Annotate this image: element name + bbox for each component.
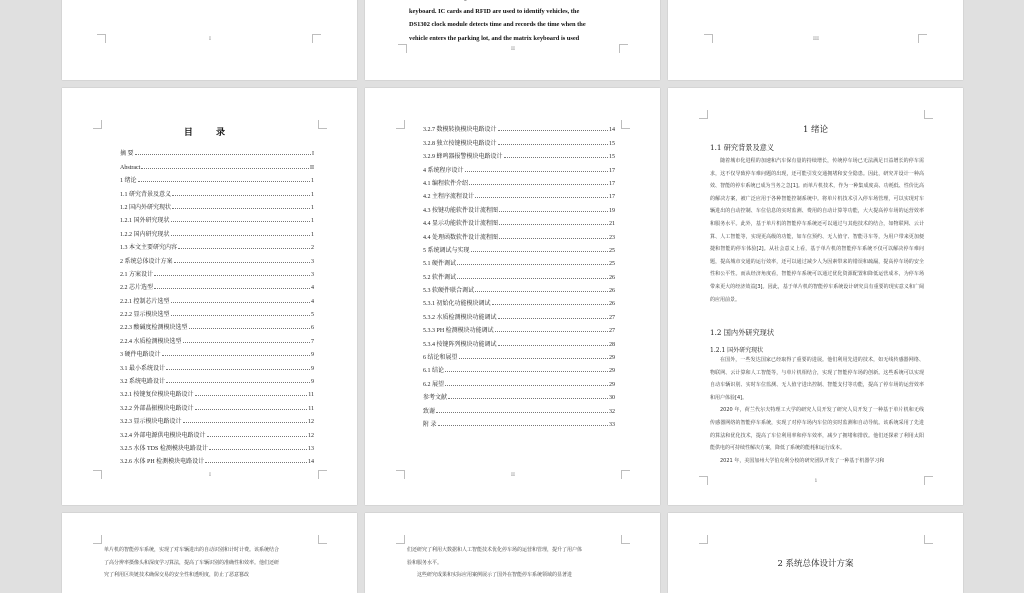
toc-entry[interactable] bbox=[120, 265, 314, 278]
toc-entry-page: 25 bbox=[609, 247, 615, 254]
toc-entry-page: 29 bbox=[609, 368, 615, 375]
toc-entry[interactable] bbox=[423, 294, 615, 307]
toc-entry[interactable] bbox=[120, 211, 314, 224]
crop-mark bbox=[396, 535, 405, 544]
toc-entry-page: 27 bbox=[609, 314, 615, 321]
toc-entry-page: 15 bbox=[609, 154, 615, 161]
chapter-title: 1 绪论 bbox=[802, 125, 829, 135]
toc-leader-dots bbox=[195, 409, 308, 410]
crop-mark bbox=[621, 120, 630, 129]
toc-entry-label: 5.3.1 初始化功能模块调试 bbox=[423, 301, 491, 308]
toc-leader-dots bbox=[457, 264, 608, 265]
toc-entry-label: 2.2 芯片选型 bbox=[120, 285, 154, 292]
toc-entry-label: 3.2.5 水体 TDS 检测模块电路设计 bbox=[120, 445, 208, 452]
toc-entry-page: 30 bbox=[609, 395, 615, 402]
toc-leader-dots bbox=[499, 211, 608, 212]
toc-leader-dots bbox=[171, 302, 310, 303]
toc-leader-dots bbox=[162, 355, 310, 356]
toc-entry[interactable] bbox=[423, 334, 615, 347]
crop-mark bbox=[318, 470, 327, 479]
toc-entry[interactable] bbox=[120, 238, 314, 251]
toc-entry-label: 5.3.3 PH 检测模块功能调试 bbox=[423, 328, 494, 335]
toc-entry-page: 11 bbox=[308, 405, 314, 412]
toc-leader-dots bbox=[448, 398, 608, 399]
toc-entry[interactable] bbox=[120, 412, 314, 425]
toc-entry-label: 摘 要 bbox=[120, 151, 134, 158]
crop-mark bbox=[924, 476, 933, 485]
crop-mark bbox=[704, 34, 713, 43]
toc-leader-dots bbox=[499, 238, 608, 239]
toc-entry-label: 2 系统总体设计方案 bbox=[120, 258, 173, 265]
toc-leader-dots bbox=[154, 275, 310, 276]
body-text: 单片机的智能停车系统，实现了对车辆进出的自动识别和计时计费。该系统结合 了高分辨率摄像头和深度学习算法，提高了车辆识别的准确性和效率。他们还研 究了利用区块链技术确保交易的安全性和透明度，防止了恶意篡改 bbox=[104, 547, 280, 579]
body-text: 在国外，一些发达国家已经取得了重要的进展。他们利用先进的技术，如无线传感器网络、物联网、云计算和人工智能等，与单片机相结合，实现了智能停车场的创新。这些系统可以实现自动车辆识别、实时车位监测、无人值守进出控制、智能支付等功能，提高了停车场的运营效率和用户体验[4]。 2020 年，荷兰代尔夫特理工大学的研究人员开发了研究人员开发了一种基于单片机和无线传感器网络的智能停车系统，实现了对停车场内车位的实时监测和自动导航。该系统采用了先进的算法和优化技术，提高了车位利用率和停车效率，减少了拥堵和排放。他们还探索了利用太阳能供电的可持续性解决方案，降低了系统的能耗和运行成本。 2021 年，美国加州大学伯克利分校的研究团队开发了一种基于机器学习和 bbox=[710, 357, 924, 464]
toc-leader-dots bbox=[171, 315, 310, 316]
toc-entry-label: 3.2.7 数模转换模块电路设计 bbox=[423, 127, 497, 134]
toc-entry-page: 11 bbox=[308, 392, 314, 399]
toc-entry[interactable] bbox=[120, 345, 314, 358]
toc-leader-dots bbox=[138, 181, 310, 182]
toc-leader-dots bbox=[475, 197, 608, 198]
toc-leader-dots bbox=[438, 425, 608, 426]
toc-entry-page: 2 bbox=[311, 245, 314, 252]
chapter1-page bbox=[668, 88, 963, 505]
crop-mark bbox=[699, 110, 708, 119]
toc-leader-dots bbox=[499, 224, 608, 225]
toc-entry[interactable] bbox=[120, 358, 314, 371]
toc-entry-page: 19 bbox=[609, 207, 615, 214]
toc-entry-page: 5 bbox=[311, 312, 314, 319]
toc-leader-dots bbox=[154, 288, 310, 289]
crop-mark bbox=[312, 34, 321, 43]
toc-leader-dots bbox=[166, 382, 310, 383]
toc-entry[interactable] bbox=[120, 157, 314, 170]
toc-entry[interactable] bbox=[120, 425, 314, 438]
toc-entry-label: 1 绪论 bbox=[120, 178, 137, 185]
crop-mark bbox=[97, 34, 106, 43]
toc-entry-label: 3.2.8 独立按键模块电路设计 bbox=[423, 140, 497, 147]
toc-entry[interactable] bbox=[120, 184, 314, 197]
toc-list bbox=[423, 120, 615, 428]
toc-entry-page: 1 bbox=[311, 231, 314, 238]
toc-leader-dots bbox=[189, 328, 310, 329]
toc-entry-page: 3 bbox=[311, 258, 314, 265]
document-page bbox=[62, 513, 357, 593]
toc-entry-label: 4.3 按键功能软件设计流程图 bbox=[423, 207, 499, 214]
crop-mark bbox=[619, 44, 628, 53]
toc-entry-label: 6 结论和展望 bbox=[423, 355, 458, 362]
toc-list bbox=[120, 144, 314, 465]
toc-entry[interactable] bbox=[423, 254, 615, 267]
toc-entry-page: 17 bbox=[609, 167, 615, 174]
toc-entry-label: 5.3.4 按键阵列模块功能调试 bbox=[423, 341, 497, 348]
toc-leader-dots bbox=[457, 278, 608, 279]
toc-entry-page: 14 bbox=[308, 459, 314, 466]
toc-entry-label: 1.1 研究背景及意义 bbox=[120, 191, 172, 198]
toc-entry[interactable] bbox=[120, 452, 314, 465]
crop-mark bbox=[699, 476, 708, 485]
toc-entry-label: 3.2.1 按键复位模块电路设计 bbox=[120, 392, 194, 399]
toc-leader-dots bbox=[207, 436, 307, 437]
toc-leader-dots bbox=[178, 248, 310, 249]
crop-mark bbox=[924, 535, 933, 544]
toc-entry-page: 17 bbox=[609, 194, 615, 201]
toc-entry[interactable] bbox=[423, 120, 615, 133]
page-number: II bbox=[511, 472, 515, 478]
toc-entry[interactable] bbox=[120, 291, 314, 304]
body-text: 随着城市化进程的加速和汽车保有量的持续增长，传统停车场已无法满足日益增长的停车需求，这不仅导致停车难问题的出现，还可能引发交通拥堵和安全隐患。因此，研究并设计一种高效、智能的停车系统已成为当务之急[1]。而单片机技术，作为一种集成度高、功耗低、性价比高的解决方案，被广泛应用于各种智能控制系统中。将单片机技术引入停车场管理，可以实现对车辆进出的自动控制、车位信息的实时监测、费用的自动计算等功能，大大提高停车场的运营效率和服务水平。此外，基于单片机的智能停车系统还可以通过与其他技术的结合，如物联网、云计算、人工智能等，实现更高级的功能，如车位预约、无人值守、智能寻车等，为用户带来更加便捷和智能的停车体验[2]。从社会意义上看，基于单片机的智能停车系统不仅可以解决停车难问题，提高城市交通的运行效率，还可以通过减少人为因素带来的错误和疏漏，提高停车场的安全性和公平性。而从经济角度看，智能停车系统可以通过优化资源配置和降低运营成本，为停车场带来更大的经济效益[3]。因此，基于单片机的智能停车系统设计研究具有重要的现实意义和广阔的应用前景。 bbox=[710, 158, 924, 303]
toc-entry-page: 26 bbox=[609, 288, 615, 295]
toc-entry-page: 26 bbox=[609, 301, 615, 308]
toc-entry-page: 14 bbox=[609, 127, 615, 134]
toc-leader-dots bbox=[436, 412, 608, 413]
toc-entry[interactable] bbox=[423, 174, 615, 187]
toc-leader-dots bbox=[498, 144, 608, 145]
toc-entry[interactable] bbox=[423, 415, 615, 428]
toc-entry[interactable] bbox=[423, 147, 615, 160]
toc-entry[interactable] bbox=[423, 361, 615, 374]
toc-entry-label: 6.1 结论 bbox=[423, 368, 445, 375]
toc-entry[interactable] bbox=[423, 200, 615, 213]
toc-entry[interactable] bbox=[423, 401, 615, 414]
toc-leader-dots bbox=[141, 168, 309, 169]
toc-entry-label: 1.2.2 国内研究现状 bbox=[120, 231, 170, 238]
toc-leader-dots bbox=[166, 369, 310, 370]
toc-entry-page: 29 bbox=[609, 381, 615, 388]
crop-mark bbox=[396, 470, 405, 479]
document-page bbox=[668, 513, 963, 593]
toc-entry-label: 5.1 硬件调试 bbox=[423, 261, 457, 268]
toc-entry-page: 33 bbox=[609, 421, 615, 428]
toc-entry-label: 4.2 主程序流程设计 bbox=[423, 194, 475, 201]
crop-mark bbox=[918, 34, 927, 43]
toc-page-2 bbox=[365, 88, 660, 505]
toc-entry[interactable] bbox=[120, 398, 314, 411]
toc-entry-label: 4 系统程序设计 bbox=[423, 167, 464, 174]
toc-leader-dots bbox=[498, 345, 608, 346]
toc-entry-page: 32 bbox=[609, 408, 615, 415]
page-number: II bbox=[511, 46, 515, 52]
toc-leader-dots bbox=[504, 157, 608, 158]
toc-entry-page: 1 bbox=[311, 178, 314, 185]
toc-entry-page: 25 bbox=[609, 261, 615, 268]
toc-leader-dots bbox=[465, 171, 608, 172]
toc-entry-label: 3.2.4 外部电源供电模块电路设计 bbox=[120, 432, 206, 439]
section-heading: 1.1 研究背景及意义 bbox=[710, 143, 775, 152]
toc-entry[interactable] bbox=[423, 281, 615, 294]
body-text: 们还研究了利用大数据和人工智能技术优化停车场的运营和管理，提升了用户体 验和服务水平。 这些研究成果和实际应用案例展示了国外在智能停车系统领域的显著进 bbox=[407, 547, 583, 579]
toc-entry-page: 27 bbox=[609, 328, 615, 335]
toc-leader-dots bbox=[459, 358, 608, 359]
document-page bbox=[62, 0, 357, 80]
subsection-heading: 1.2.1 国外研究现状 bbox=[710, 347, 764, 354]
toc-entry[interactable] bbox=[120, 224, 314, 237]
crop-mark bbox=[93, 470, 102, 479]
toc-entry-label: 5.3.2 水质检测模块功能调试 bbox=[423, 314, 497, 321]
toc-entry[interactable] bbox=[423, 241, 615, 254]
toc-entry-page: 1 bbox=[311, 218, 314, 225]
toc-entry-page: 4 bbox=[311, 285, 314, 292]
toc-entry[interactable] bbox=[120, 372, 314, 385]
crop-mark bbox=[318, 535, 327, 544]
abstract-text: keyboard. IC cards and RFID are used to identify vehicles, the DS1302 clock module detects time and records the time when the vehicle enters the parking lot, and the matrix keyboard is used bbox=[409, 7, 586, 42]
toc-leader-dots bbox=[183, 342, 310, 343]
toc-entry-label: 4.4 处理函数软件设计流程图 bbox=[423, 234, 499, 241]
toc-entry[interactable] bbox=[423, 307, 615, 320]
toc-leader-dots bbox=[171, 235, 310, 236]
toc-leader-dots bbox=[445, 385, 608, 386]
crop-mark bbox=[699, 535, 708, 544]
toc-leader-dots bbox=[172, 208, 310, 209]
toc-leader-dots bbox=[205, 462, 307, 463]
toc-leader-dots bbox=[172, 195, 310, 196]
toc-page-1 bbox=[62, 88, 357, 505]
toc-entry-label: 6.2 展望 bbox=[423, 381, 445, 388]
toc-entry-page: 7 bbox=[311, 338, 314, 345]
toc-entry-page: 26 bbox=[609, 274, 615, 281]
toc-leader-dots bbox=[171, 221, 310, 222]
toc-entry-label: 1.3 本文主要研究内容 bbox=[120, 245, 178, 252]
toc-leader-dots bbox=[209, 449, 307, 450]
toc-leader-dots bbox=[445, 371, 608, 372]
toc-entry-label: 2.1 方案设计 bbox=[120, 271, 154, 278]
toc-entry-page: 17 bbox=[609, 180, 615, 187]
toc-entry[interactable] bbox=[120, 305, 314, 318]
toc-entry[interactable] bbox=[423, 187, 615, 200]
toc-entry-page: 9 bbox=[311, 365, 314, 372]
toc-entry[interactable] bbox=[423, 348, 615, 361]
toc-entry-page: 4 bbox=[311, 298, 314, 305]
toc-entry-label: 3.1 最小系统设计 bbox=[120, 365, 166, 372]
toc-entry-page: 1 bbox=[311, 204, 314, 211]
toc-entry-label: 5.2 软件调试 bbox=[423, 274, 457, 281]
section-heading: 1.2 国内外研究现状 bbox=[710, 328, 775, 337]
toc-entry-label: 1.2.1 国外研究现状 bbox=[120, 218, 170, 225]
toc-entry-page: 15 bbox=[609, 140, 615, 147]
toc-entry-label: 3.2.9 蜂鸣器报警模块电路设计 bbox=[423, 154, 503, 161]
crop-mark bbox=[398, 44, 407, 53]
toc-entry-label: 致谢 bbox=[423, 408, 436, 415]
crop-mark bbox=[621, 470, 630, 479]
toc-entry-page: 1 bbox=[311, 191, 314, 198]
toc-entry[interactable] bbox=[423, 321, 615, 334]
toc-entry-label: 参考文献 bbox=[423, 395, 448, 402]
toc-leader-dots bbox=[498, 318, 608, 319]
toc-title: 目 录 bbox=[183, 128, 236, 138]
toc-entry-label: Abstract bbox=[120, 164, 141, 171]
toc-entry[interactable] bbox=[423, 227, 615, 240]
crop-mark bbox=[93, 535, 102, 544]
toc-entry-page: I bbox=[312, 151, 314, 158]
toc-entry-label: 2.2.2 显示模块选型 bbox=[120, 312, 170, 319]
toc-leader-dots bbox=[174, 262, 310, 263]
toc-entry[interactable] bbox=[120, 318, 314, 331]
toc-leader-dots bbox=[495, 331, 608, 332]
toc-entry-label: 1.2 国内外研究现状 bbox=[120, 204, 172, 211]
crop-mark bbox=[396, 120, 405, 129]
toc-leader-dots bbox=[195, 395, 308, 396]
toc-entry-label: 2.2.1 控制芯片选型 bbox=[120, 298, 170, 305]
toc-entry-page: 28 bbox=[609, 341, 615, 348]
toc-entry-label: 附 录 bbox=[423, 421, 437, 428]
toc-entry[interactable] bbox=[120, 331, 314, 344]
toc-entry[interactable] bbox=[423, 160, 615, 173]
toc-entry[interactable] bbox=[423, 133, 615, 146]
toc-leader-dots bbox=[471, 251, 608, 252]
toc-entry-page: II bbox=[310, 164, 314, 171]
toc-entry-label: 2.2.4 水质检测模块选型 bbox=[120, 338, 182, 345]
toc-entry-label: 5 系统调试与实现 bbox=[423, 247, 470, 254]
toc-entry[interactable] bbox=[423, 214, 615, 227]
chapter-title: 2 系统总体设计方案 bbox=[777, 559, 854, 569]
toc-entry[interactable] bbox=[120, 439, 314, 452]
toc-entry-label: 3.2 系统电路设计 bbox=[120, 379, 166, 386]
toc-entry-page: 6 bbox=[311, 325, 314, 332]
toc-entry[interactable] bbox=[423, 267, 615, 280]
toc-entry[interactable] bbox=[423, 388, 615, 401]
toc-leader-dots bbox=[498, 130, 608, 131]
toc-leader-dots bbox=[135, 154, 311, 155]
toc-entry[interactable] bbox=[423, 374, 615, 387]
toc-entry-page: 29 bbox=[609, 355, 615, 362]
toc-entry-page: 3 bbox=[311, 271, 314, 278]
toc-leader-dots bbox=[475, 291, 608, 292]
toc-leader-dots bbox=[469, 184, 608, 185]
toc-entry[interactable] bbox=[120, 171, 314, 184]
document-page bbox=[365, 0, 660, 80]
toc-entry-label: 3.2.2 外部晶振模块电路设计 bbox=[120, 405, 194, 412]
toc-leader-dots bbox=[492, 304, 608, 305]
page-number: I bbox=[209, 472, 211, 478]
crop-mark bbox=[621, 535, 630, 544]
page-number: 1 bbox=[814, 478, 818, 484]
toc-entry-label: 3.2.6 水体 PH 检测模块电路设计 bbox=[120, 459, 205, 466]
toc-entry[interactable] bbox=[120, 385, 314, 398]
toc-entry[interactable] bbox=[120, 198, 314, 211]
document-page bbox=[365, 513, 660, 593]
toc-entry-page: 23 bbox=[609, 234, 615, 241]
document-page bbox=[668, 0, 963, 80]
toc-entry[interactable] bbox=[120, 278, 314, 291]
toc-entry-label: 2.2.3 酸碱度检测模块选型 bbox=[120, 325, 188, 332]
toc-entry-page: 12 bbox=[308, 432, 314, 439]
toc-entry[interactable] bbox=[120, 251, 314, 264]
page-number: III bbox=[813, 36, 819, 42]
crop-mark bbox=[924, 110, 933, 119]
toc-entry-label: 3.2.3 显示模块电路设计 bbox=[120, 419, 182, 426]
toc-entry-label: 4.1 编程软件介绍 bbox=[423, 180, 469, 187]
toc-entry-label: 5.3 软硬件联合调试 bbox=[423, 288, 475, 295]
toc-entry-page: 9 bbox=[311, 352, 314, 359]
toc-entry-label: 4.4 显示功能软件设计流程图 bbox=[423, 221, 499, 228]
page-number: I bbox=[209, 36, 211, 42]
toc-entry-page: 12 bbox=[308, 419, 314, 426]
toc-leader-dots bbox=[183, 422, 307, 423]
toc-entry-page: 9 bbox=[311, 379, 314, 386]
toc-entry-page: 13 bbox=[308, 445, 314, 452]
toc-entry-label: 3 硬件电路设计 bbox=[120, 352, 161, 359]
toc-entry-page: 21 bbox=[609, 221, 615, 228]
toc-entry[interactable] bbox=[120, 144, 314, 157]
